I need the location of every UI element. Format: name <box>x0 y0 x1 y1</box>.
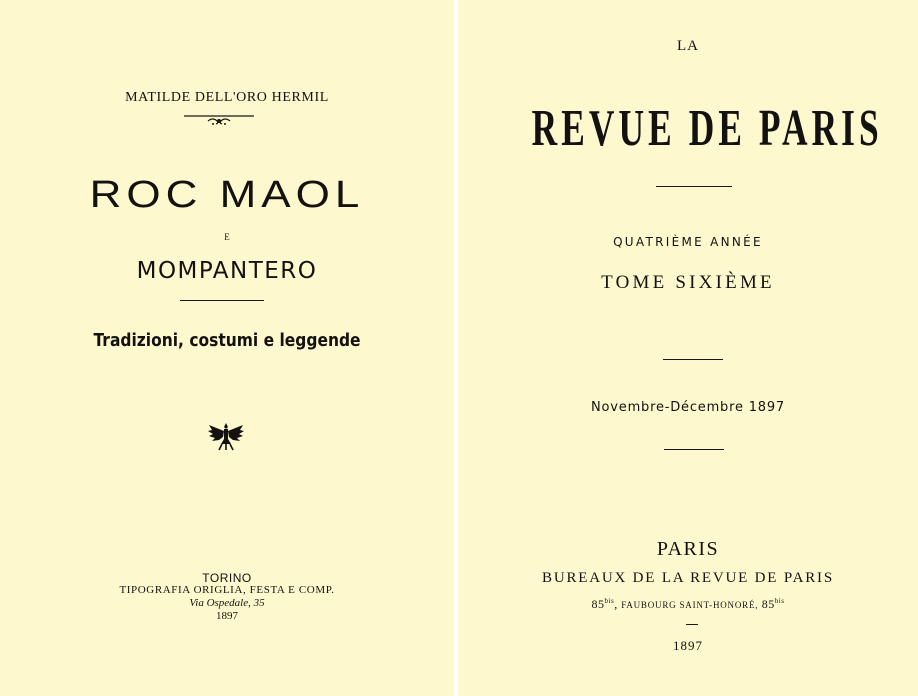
imprint-address: $85^{bis}$, FAUBOURG SAINT-HONORÉ, $85^{bis}$ <box>591 597 785 611</box>
title-conjunction: E <box>224 232 230 242</box>
imprint-city: PARIS <box>656 538 720 560</box>
journal-title: REVUE DE PARIS <box>531 100 883 157</box>
imprint-publisher: BUREAUX DE LA REVUE DE PARIS <box>542 570 834 586</box>
address-number-second: 85 <box>761 597 775 611</box>
volume-rule <box>663 359 723 360</box>
address-number: 85 <box>591 597 605 611</box>
author-name: MATILDE DELL'ORO HERMIL <box>125 90 329 105</box>
imprint-rule <box>686 624 698 625</box>
right-title-page <box>458 0 918 696</box>
edition-year: QUATRIÈME ANNÉE <box>613 235 763 249</box>
title-rule <box>656 186 732 187</box>
address-suffix-second: bis <box>774 597 785 605</box>
fleuron-ornament-icon <box>182 112 256 128</box>
date-rule <box>664 449 724 450</box>
imprint-year: 1897 <box>673 638 703 653</box>
imprint-city: TORINO <box>202 571 252 585</box>
book-description: Tradizioni, costumi e leggende <box>93 330 361 351</box>
imprint-publisher: TIPOGRAFIA ORIGLIA, FESTA E COMP. <box>119 584 335 596</box>
issue-date-range: Novembre-Décembre 1897 <box>591 400 785 415</box>
book-title: ROC MAOL <box>89 173 365 216</box>
book-subtitle: MOMPANTERO <box>136 258 318 284</box>
address-street: FAUBOURG SAINT-HONORÉ, <box>621 600 759 610</box>
volume-label: TOME SIXIÈME <box>601 272 775 293</box>
title-rule <box>180 300 264 301</box>
left-title-page <box>0 0 454 696</box>
eagle-emblem-icon <box>207 420 245 452</box>
title-article: LA <box>677 38 699 54</box>
address-suffix: bis <box>604 597 615 605</box>
imprint-address: Via Ospedale, 35 <box>189 597 265 609</box>
imprint-year: 1897 <box>216 610 238 622</box>
